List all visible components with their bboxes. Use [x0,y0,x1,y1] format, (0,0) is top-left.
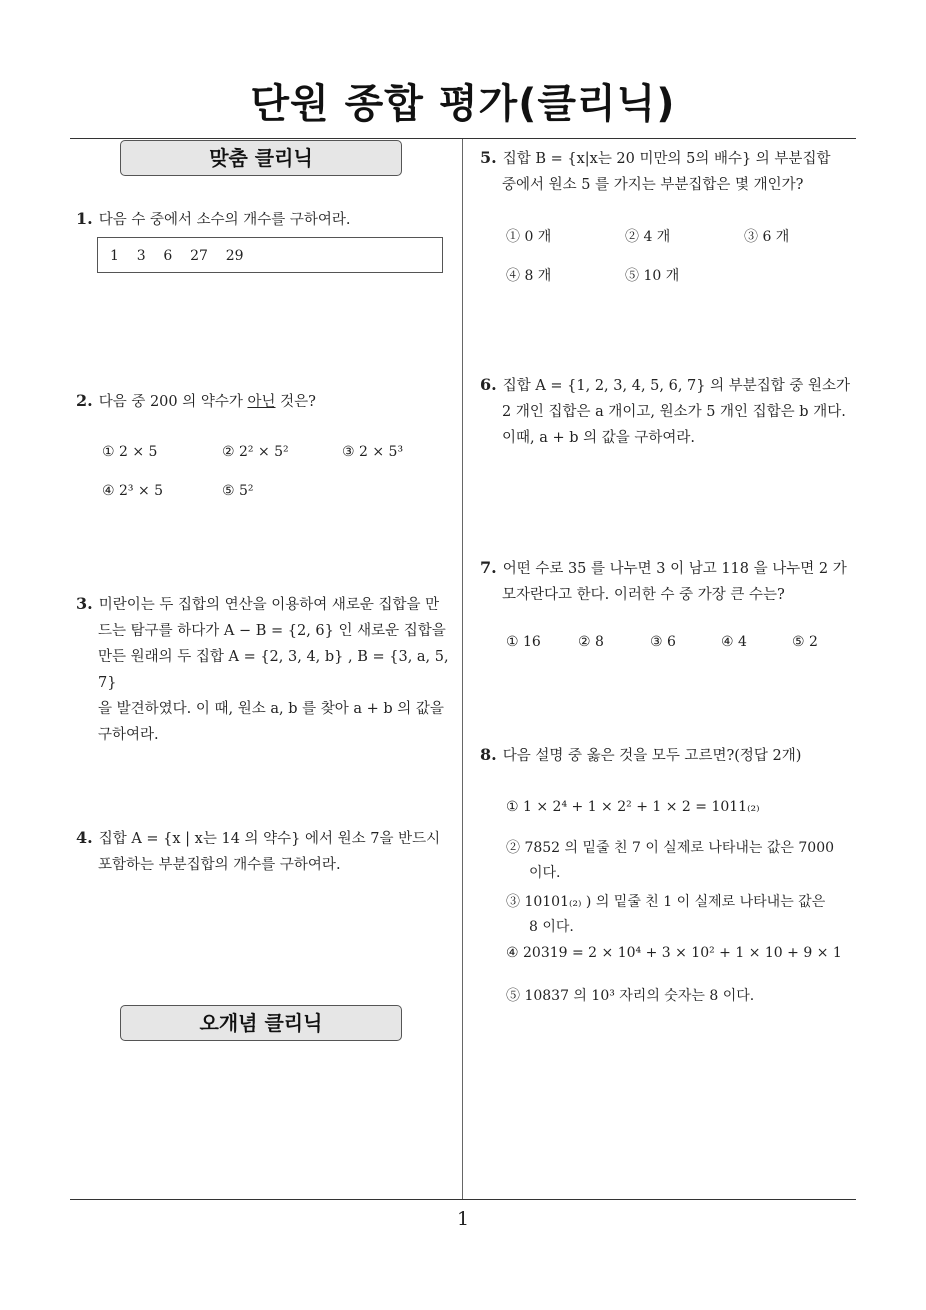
number-list-box: 1 3 6 27 29 [97,237,443,273]
question-line: 미란이는 두 집합의 연산을 이용하여 새로운 집합을 만 [98,597,440,613]
question-text: 다음 중 200 의 약수가 [98,394,248,410]
question-line: 드는 탐구를 하다가 A − B = {2, 6} 인 새로운 집합을 [98,623,446,639]
question-number: 6. [480,375,497,394]
top-rule [70,138,856,139]
option-2-continuation: 이다. [529,865,561,881]
option-5[interactable]: ⑤ 5² [222,483,254,499]
question-line: 집합 A = {1, 2, 3, 4, 5, 6, 7} 의 부분집합 중 원소가 [502,378,851,394]
question-number: 1. [76,209,93,228]
question-number: 2. [76,391,93,410]
question-line: 모자란다고 한다. 이러한 수 중 가장 큰 수는? [502,587,785,603]
option-5[interactable]: ⑤ 2 [792,634,818,650]
question-number: 7. [480,558,497,577]
question-line: 중에서 원소 5 를 가지는 부분집합은 몇 개인가? [502,177,804,193]
underlined-word: 아닌 [247,394,276,410]
question-number: 3. [76,594,93,613]
page-number: 1 [456,1208,470,1230]
section-label-custom-clinic: 맞춤 클리닉 [120,140,402,176]
option-2[interactable]: ② 8 [578,634,604,650]
page-title: 단원 종합 평가(클리닉) [250,81,676,127]
question-number: 5. [480,148,497,167]
option-1[interactable]: ① 16 [506,634,541,650]
question-line: 어떤 수로 35 를 나누면 3 이 남고 118 을 나누면 2 가 [502,561,847,577]
question-text: 다음 설명 중 옳은 것을 모두 고르면?(정답 2개) [502,748,802,764]
question-number: 8. [480,745,497,764]
question-3 [76,591,456,748]
option-4[interactable]: ④ 2³ × 5 [102,483,164,499]
question-7 [480,555,860,608]
question-2 [76,388,316,415]
option-1[interactable]: ① 0 개 [506,229,552,245]
option-1[interactable]: ① 1 × 2⁴ + 1 × 2² + 1 × 2 = 1011₍₂₎ [506,799,760,815]
question-4 [76,825,456,878]
option-5[interactable]: ⑤ 10837 의 10³ 자리의 숫자는 8 이다. [506,988,755,1004]
option-4[interactable]: ④ 4 [721,634,747,650]
question-line: 이때, a + b 의 값을 구하여라. [502,430,696,446]
option-1[interactable]: ① 2 × 5 [102,444,158,460]
option-3[interactable]: ③ 10101₍₂₎ ) 의 밑줄 친 1 이 실제로 나타내는 값은 [506,894,826,910]
question-line: 집합 A = {x | x는 14 의 약수} 에서 원소 7을 반드시 [98,831,441,847]
question-8 [480,742,860,769]
option-4[interactable]: ④ 8 개 [506,268,552,284]
question-line: 구하여라. [98,727,159,743]
option-3[interactable]: ③ 6 [650,634,676,650]
question-5 [480,145,860,198]
question-line: 집합 B = {x|x는 20 미만의 5의 배수} 의 부분집합 [502,151,831,167]
column-divider [462,139,463,1199]
option-4[interactable]: ④ 20319 = 2 × 10⁴ + 3 × 10² + 1 × 10 + 9 × 1 [506,945,842,961]
section-label-misconception-clinic: 오개념 클리닉 [120,1005,402,1041]
option-3-continuation: 8 이다. [529,919,574,935]
bottom-rule [70,1199,856,1200]
option-2[interactable]: ② 2² × 5² [222,444,289,460]
question-6 [480,372,860,451]
question-line: 2 개인 집합은 a 개이고, 원소가 5 개인 집합은 b 개다. [502,404,846,420]
option-3[interactable]: ③ 2 × 5³ [342,444,404,460]
question-1 [76,206,350,233]
option-2[interactable]: ② 7852 의 밑줄 친 7 이 실제로 나타내는 값은 7000 [506,840,835,856]
question-text: 것은? [275,394,316,410]
option-3[interactable]: ③ 6 개 [744,229,790,245]
question-number: 4. [76,828,93,847]
question-text: 다음 수 중에서 소수의 개수를 구하여라. [98,212,351,228]
option-5[interactable]: ⑤ 10 개 [625,268,680,284]
question-line: 포함하는 부분집합의 개수를 구하여라. [98,857,341,873]
question-line: 을 발견하였다. 이 때, 원소 a, b 를 찾아 a + b 의 값을 [98,701,444,717]
question-line: 만든 원래의 두 집합 A = {2, 3, 4, b} , B = {3, a, 5, 7} [98,649,449,691]
option-2[interactable]: ② 4 개 [625,229,671,245]
